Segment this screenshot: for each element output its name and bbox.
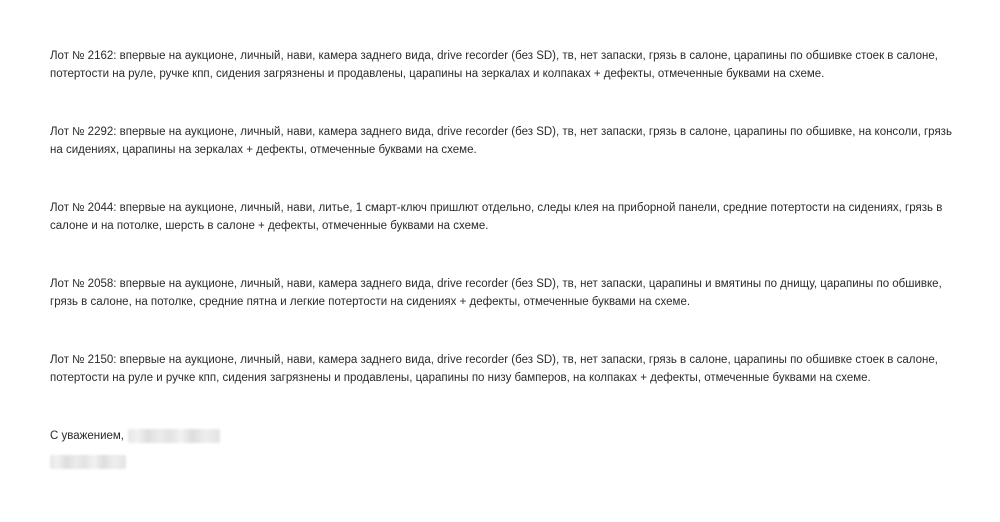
- redacted-sender-name: [128, 429, 220, 443]
- lot-description-2150: Лот № 2150: впервые на аукционе, личный, нави, камера заднего вида, drive recorder (без SD), тв, нет запаски, грязь в салоне, царапины по обшивке стоек в салоне, потертости на руле и ручке кпп, сидения загрязнены и продавлены, царапины по низу бамперов, на колпаках + дефекты, отмеченные буквами на схеме.: [50, 354, 938, 384]
- lot-description-2162: Лот № 2162: впервые на аукционе, личный, нави, камера заднего вида, drive recorder (без SD), тв, нет запаски, грязь в салоне, царапины по обшивке стоек в салоне, потертости на руле, ручке кпп, сидения загрязнены и продавлены, царапины на зеркалах и колпаках + дефекты, отмеченные буквами на схеме.: [50, 50, 938, 80]
- greeting-line: [50, 427, 960, 445]
- lot-description-2292: Лот № 2292: впервые на аукционе, личный, нави, камера заднего вида, drive recorder (без SD), тв, нет запаски, грязь в салоне, царапины по обшивке, на консоли, грязь на сидениях, царапины на зеркалах + дефекты, отмеченные буквами на схеме.: [50, 126, 952, 156]
- redacted-sender-title: [50, 455, 126, 469]
- signature: [50, 427, 960, 474]
- greeting-text: С уважением,: [50, 430, 124, 442]
- message-body: [50, 47, 960, 474]
- lot-description-2058: Лот № 2058: впервые на аукционе, личный, нави, камера заднего вида, drive recorder (без SD), тв, нет запаски, царапины и вмятины по днищу, царапины по обшивке, грязь в салоне, на потолке, средние пятна и легкие потертости на сидениях + дефекты, отмеченные буквами на схеме.: [50, 278, 942, 308]
- lot-description-2044: Лот № 2044: впервые на аукционе, личный, нави, литье, 1 смарт-ключ пришлют отдельно, следы клея на приборной панели, средние потертости на сидениях, грязь в салоне и на потолке, шерсть в салоне + дефекты, отмеченные буквами на схеме.: [50, 202, 943, 232]
